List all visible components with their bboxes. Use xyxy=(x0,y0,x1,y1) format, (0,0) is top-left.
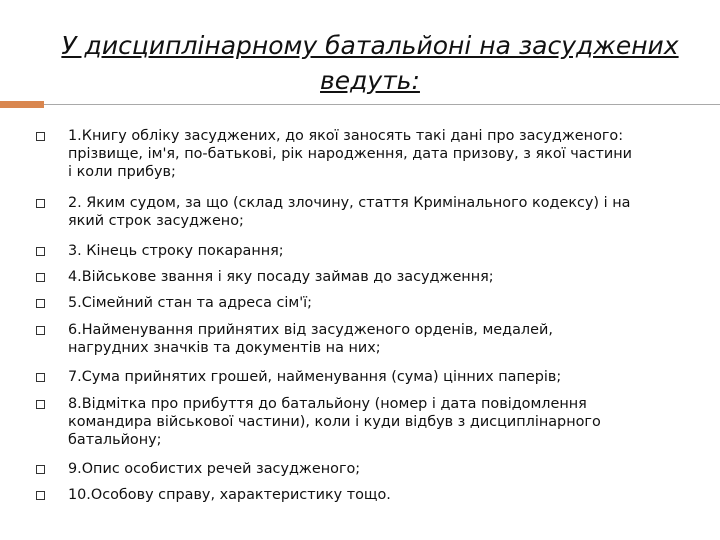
square-bullet-icon xyxy=(36,491,45,500)
accent-bar xyxy=(0,101,44,108)
list-item-text: 6.Найменування прийнятих від засудженого орденів, медалей, нагрудних значків та документів на них; xyxy=(68,322,553,356)
list-item-text: 5.Сімейний стан та адреса сім'ї; xyxy=(68,295,313,311)
list-item-text: 8.Відмітка про прибуття до батальйону (номер і дата повідомлення командира військової частини), коли і куди відбув з дисциплінарного батальйону; xyxy=(68,396,601,448)
list-item-text: 9.Опис особистих речей засудженого; xyxy=(68,461,361,477)
square-bullet-icon xyxy=(36,326,45,335)
square-bullet-icon xyxy=(36,273,45,282)
square-bullet-icon xyxy=(36,373,45,382)
square-bullet-icon xyxy=(36,400,45,409)
list-item-text: 4.Військове звання і яку посаду займав до засудження; xyxy=(68,269,494,285)
square-bullet-icon xyxy=(36,465,45,474)
list-item-text: 3. Кінець строку покарання; xyxy=(68,243,284,259)
list-item-text: 10.Особову справу, характеристику тощо. xyxy=(68,487,391,503)
divider-line xyxy=(44,104,720,105)
square-bullet-icon xyxy=(36,132,45,141)
list-item-text: 7.Сума прийнятих грошей, найменування (сума) цінних паперів; xyxy=(68,369,562,385)
slide-title: У дисциплінарному батальйоні на засуджених ведуть: xyxy=(61,31,679,95)
square-bullet-icon xyxy=(36,247,45,256)
list-item-text: 1.Книгу обліку засуджених, до якої заносять такі дані про засудженого: прізвище, ім'я, по-батькові, рік народження, дата призову, з якої частини і коли прибув; xyxy=(68,128,632,180)
list-item-text: 2. Яким судом, за що (склад злочину, стаття Кримінального кодексу) і на який строк засуджено; xyxy=(68,195,631,229)
square-bullet-icon xyxy=(36,299,45,308)
square-bullet-icon xyxy=(36,199,45,208)
